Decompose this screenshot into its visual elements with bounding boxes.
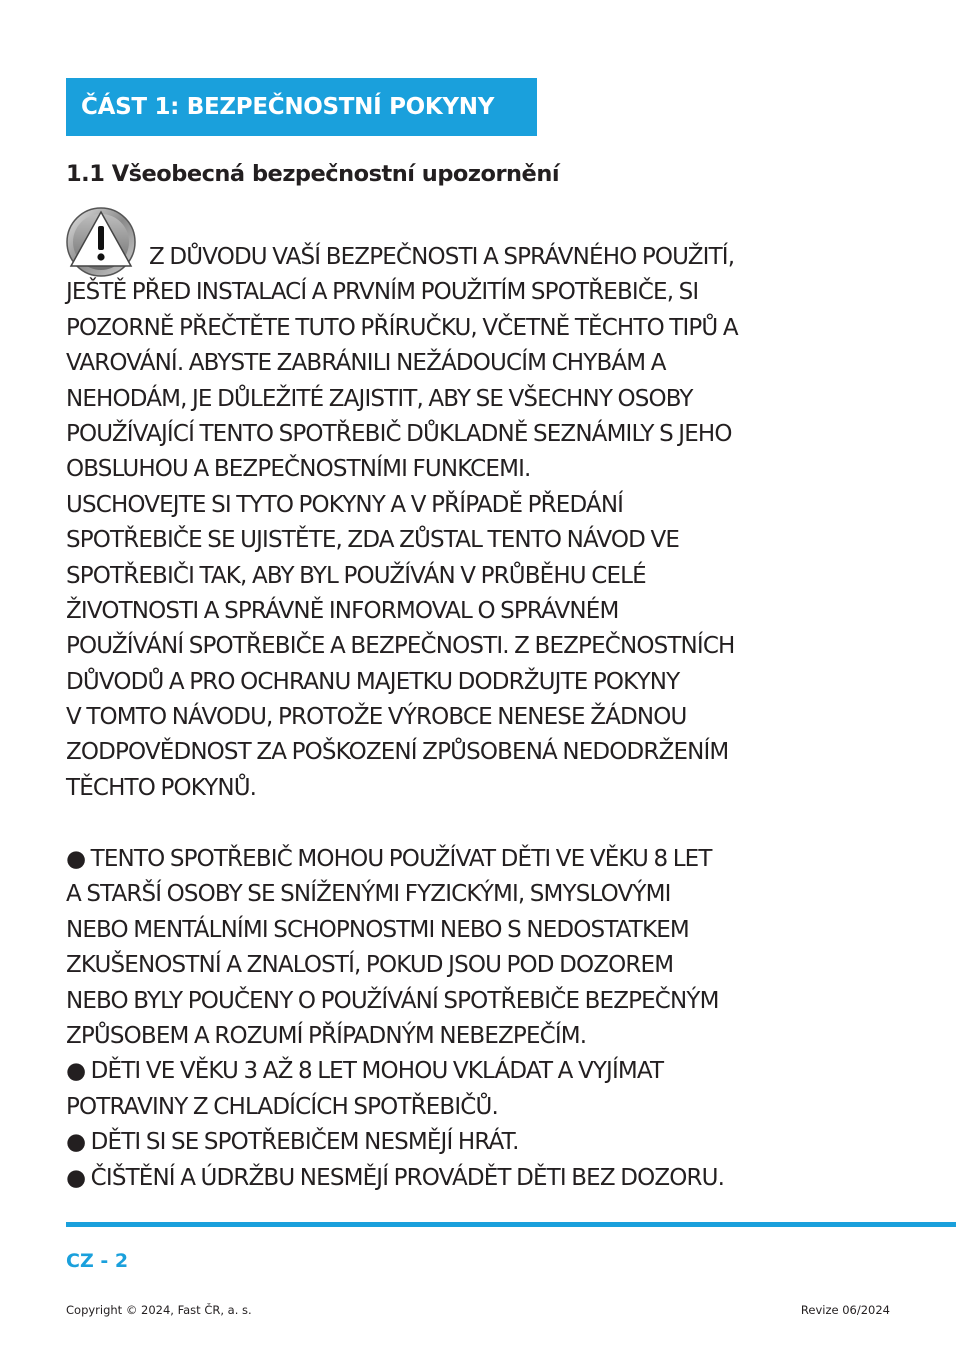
- list-item-line: ● DĚTI VE VĚKU 3 AŽ 8 LET MOHOU VKLÁDAT A VYJÍMAT: [66, 1058, 664, 1085]
- subsection-title: 1.1 Všeobecná bezpečnostní upozornění: [66, 161, 560, 187]
- text-line: DŮVODŮ A PRO OCHRANU MAJETKU DODRŽUJTE POKYNY: [66, 668, 680, 695]
- list-item-line: A STARŠÍ OSOBY SE SNÍŽENÝMI FYZICKÝMI, SMYSLOVÝMI: [66, 881, 671, 908]
- text-line: POZORNĚ PŘEČTĚTE TUTO PŘÍRUČKU, VČETNĚ TĚCHTO TIPŮ A: [66, 314, 738, 341]
- text-line: V TOMTO NÁVODU, PROTOŽE VÝROBCE NENESE ŽÁDNOU: [66, 704, 687, 731]
- footer-divider: [66, 1222, 956, 1227]
- text-line: ZODPOVĚDNOST ZA POŠKOZENÍ ZPŮSOBENÁ NEDODRŽENÍM: [66, 739, 729, 766]
- safety-bullet-list: [66, 842, 946, 1196]
- text-line: POUŽÍVÁNÍ SPOTŘEBIČE A BEZPEČNOSTI. Z BEZPEČNOSTNÍCH: [66, 633, 735, 660]
- list-item-line: ● DĚTI SI SE SPOTŘEBIČEM NESMĚJÍ HRÁT.: [66, 1129, 519, 1156]
- list-item-line: ● TENTO SPOTŘEBIČ MOHOU POUŽÍVAT DĚTI VE VĚKU 8 LET: [66, 846, 712, 872]
- section-title: ČÁST 1: BEZPEČNOSTNÍ POKYNY: [81, 94, 495, 120]
- list-item-line: ZKUŠENOSTNÍ A ZNALOSTÍ, POKUD JSOU POD DOZOREM: [66, 952, 674, 979]
- revision-text: Revize 06/2024: [800, 1303, 890, 1317]
- list-item-line: POTRAVINY Z CHLADÍCÍCH SPOTŘEBIČŮ.: [66, 1093, 498, 1120]
- text-line: VAROVÁNÍ. ABYSTE ZABRÁNILI NEŽÁDOUCÍM CHYBÁM A: [66, 350, 666, 377]
- text-line: JEŠTĚ PŘED INSTALACÍ A PRVNÍM POUŽITÍM SPOTŘEBIČE, SI: [66, 279, 699, 306]
- text-line: SPOTŘEBIČE SE UJISTĚTE, ZDA ZŮSTAL TENTO NÁVOD VE: [66, 527, 680, 554]
- safety-intro-paragraph: [66, 240, 946, 806]
- text-line: NEHODÁM, JE DŮLEŽITÉ ZAJISTIT, ABY SE VŠECHNY OSOBY: [66, 385, 693, 412]
- text-line: POUŽÍVAJÍCÍ TENTO SPOTŘEBIČ DŮKLADNĚ SEZNÁMILY S JEHO: [66, 420, 732, 447]
- section-banner: [66, 78, 537, 136]
- list-item-line: ● ČIŠTĚNÍ A ÚDRŽBU NESMĚJÍ PROVÁDĚT DĚTI BEZ DOZORU.: [66, 1164, 725, 1191]
- text-line: Z DŮVODU VAŠÍ BEZPEČNOSTI A SPRÁVNÉHO POUŽITÍ,: [149, 244, 735, 270]
- text-line: OBSLUHOU A BEZPEČNOSTNÍMI FUNKCEMI.: [66, 456, 531, 483]
- list-item-line: NEBO MENTÁLNÍMI SCHOPNOSTMI NEBO S NEDOSTATKEM: [66, 916, 689, 943]
- text-line: SPOTŘEBIČI TAK, ABY BYL POUŽÍVÁN V PRŮBĚHU CELÉ: [66, 562, 646, 589]
- text-line: ŽIVOTNOSTI A SPRÁVNĚ INFORMOVAL O SPRÁVNÉM: [66, 597, 619, 624]
- copyright-text: Copyright © 2024, Fast ČR, a. s.: [66, 1303, 252, 1317]
- page-number: CZ - 2: [66, 1250, 129, 1272]
- list-item-line: ZPŮSOBEM A ROZUMÍ PŘÍPADNÝM NEBEZPEČÍM.: [66, 1022, 587, 1049]
- list-item-line: NEBO BYLY POUČENY O POUŽÍVÁNÍ SPOTŘEBIČE BEZPEČNÝM: [66, 987, 719, 1014]
- text-line: TĚCHTO POKYNŮ.: [66, 774, 257, 801]
- text-line: USCHOVEJTE SI TYTO POKYNY A V PŘÍPADĚ PŘEDÁNÍ: [66, 491, 624, 518]
